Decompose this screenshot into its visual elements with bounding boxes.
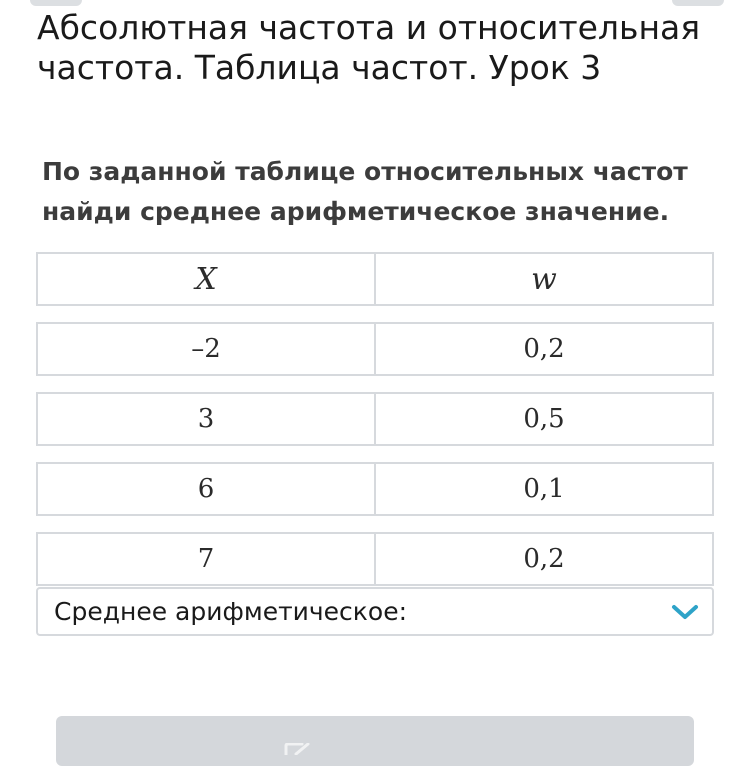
- question-text: По заданной таблице относительных частот найди среднее арифметическое значение.: [42, 157, 688, 226]
- pencil-check-icon: [282, 743, 312, 755]
- chevron-down-icon[interactable]: [670, 602, 700, 622]
- table-row: [36, 392, 714, 446]
- table-row: [36, 532, 714, 586]
- table-row: [36, 462, 714, 516]
- cell-x: 3: [197, 404, 215, 434]
- cell-x: 6: [197, 474, 215, 504]
- table-row: [36, 322, 714, 376]
- cell-x: –2: [191, 334, 221, 364]
- frequency-table: [36, 252, 714, 586]
- cell-w: 0,2: [374, 534, 712, 584]
- mean-answer-dropdown[interactable]: [36, 587, 714, 636]
- table-header-row: [36, 252, 714, 306]
- top-tab-right: [672, 0, 724, 6]
- cell-w: 0,5: [374, 394, 712, 444]
- mean-answer-label: Среднее арифметическое:: [54, 597, 408, 626]
- header-x: X: [195, 261, 217, 297]
- page-title: Абсолютная частота и относительная частота. Таблица частот. Урок 3: [37, 8, 701, 87]
- check-answer-button[interactable]: [56, 716, 694, 766]
- header-w: w: [374, 254, 712, 304]
- cell-w: 0,1: [374, 464, 712, 514]
- cell-w: 0,2: [374, 324, 712, 374]
- cell-x: 7: [197, 544, 215, 574]
- top-tab-left: [30, 0, 82, 6]
